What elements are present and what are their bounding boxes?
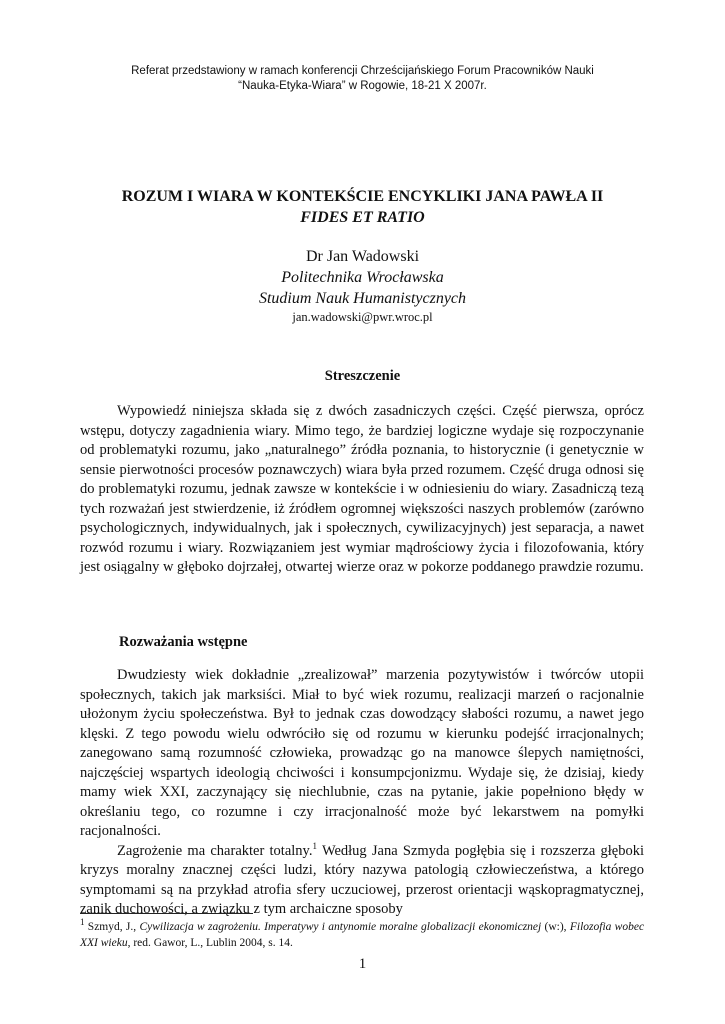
section-heading: Rozważania wstępne bbox=[119, 634, 248, 650]
abstract-body bbox=[80, 402, 644, 578]
author-name: Dr Jan Wadowski bbox=[305, 248, 420, 265]
para2-rest: Według Jana Szmyda pogłębia się i rozszerza głęboki kryzys moralny znacznej części ludzi, który nazywa patologią człowieczeństwa, a którego symptomami są na przykład atrofia sfery uczuciowej, przerost orientacji wąskopragmatycznej, zanik duchowości, a związku z tym archaiczne sposoby bbox=[80, 842, 644, 917]
abstract-paragraph: Wypowiedź niniejsza składa się z dwóch zasadniczych części. Część pierwsza, oprócz wstępu, dotyczy zagadnienia wiary. Mimo tego, że bardziej logiczne wydaje się rozpoczynanie od problematyki rozumu, jako „naturalnego” źródła poznania, to historycznie (i genetycznie w sensie pierwotności procesów poznawczych) wiara była przed rozumem. Część druga odnosi się do problematyki rozumu, jednak zawsze w kontekście i w odniesieniu do wiary. Zasadniczą tezą tych rozważań jest stwierdzenie, iż źródłem ogromnej większości naszych problemów (zarówno psychologicznych, indywidualnych, jak i społecznych, cywilizacyjnych) jest separacja, a nawet rozwód rozumu i wiary. Rozwiązaniem jest wymiar mądrościowy życia i filozofowania, który jest osiągalny w głęboko dojrzałej, otwartej wierze oraz w pokorze poddanego prawdzie rozumu. bbox=[80, 403, 644, 575]
paper-title-line2: FIDES ET RATIO bbox=[300, 209, 425, 226]
author-department: Studium Nauk Humanistycznych bbox=[258, 290, 467, 307]
paper-title-line1: ROZUM I WIARA W KONTEKŚCIE ENCYKLIKI JANA PAWŁA II bbox=[121, 188, 604, 205]
footnote-in: (w:), bbox=[544, 921, 567, 933]
footnote-author: Szmyd, J., bbox=[87, 921, 137, 933]
para2-start: Zagrożenie ma charakter totalny. bbox=[117, 842, 313, 859]
conference-note-line1: Referat przedstawiony w ramach konferencji Chrześcijańskiego Forum Pracowników Nauki bbox=[131, 65, 594, 77]
section-paragraph-1: Dwudziesty wiek dokładnie „zrealizował” marzenia pozytywistów i twórców utopii społecznych, takich jak marksiści. Miał to być wiek rozumu, realizacji marzeń o racjonalnie ułożonym życiu społeczeństwa. Był to jednak czas dowodzący słabości rozumu, a nawet jego klęski. Z tego powodu wielu odwróciło się od rozumu w kierunku podejść irracjonalnych; zanegowano samą rozumność człowieka, prowadząc go na manowce ślepych namiętności, najczęściej wspartych ideologią chciwości i konsumpcjonizmu. Wydaje się, że dzisiaj, kiedy mamy wiek XXI, zaczynający się niechlubnie, czas na pytanie, jakie popełniono błędy w określaniu tego, co rozumne i czy irracjonalność może być lekarstwem na pomyłki racjonalności. bbox=[80, 667, 644, 839]
footnote-book-title: Filozofia wobec XXI wieku bbox=[80, 921, 645, 949]
abstract-heading: Streszczenie bbox=[324, 368, 401, 384]
author-institution: Politechnika Wrocławska bbox=[281, 269, 444, 286]
conference-note-line2: “Nauka-Etyka-Wiara” w Rogowie, 18-21 X 2007r. bbox=[238, 80, 487, 92]
conference-note bbox=[0, 64, 725, 94]
page-number: 1 bbox=[358, 956, 367, 972]
footnote-divider bbox=[80, 913, 253, 914]
footnote-details: , red. Gawor, L., Lublin 2004, s. 14. bbox=[127, 936, 293, 949]
footnote-article-title: Cywilizacja w zagrożeniu. Imperatywy i antynomie moralne globalizacji ekonomicznej bbox=[139, 921, 542, 933]
footnote bbox=[80, 917, 645, 951]
footnote-number: 1 bbox=[80, 917, 85, 928]
author-email: jan.wadowski@pwr.wroc.pl bbox=[292, 310, 433, 324]
footnote-ref[interactable]: 1 bbox=[312, 840, 317, 851]
section-body bbox=[80, 666, 644, 920]
author-block bbox=[0, 246, 725, 326]
section-paragraph-2 bbox=[80, 842, 644, 920]
paper-title bbox=[0, 186, 725, 228]
